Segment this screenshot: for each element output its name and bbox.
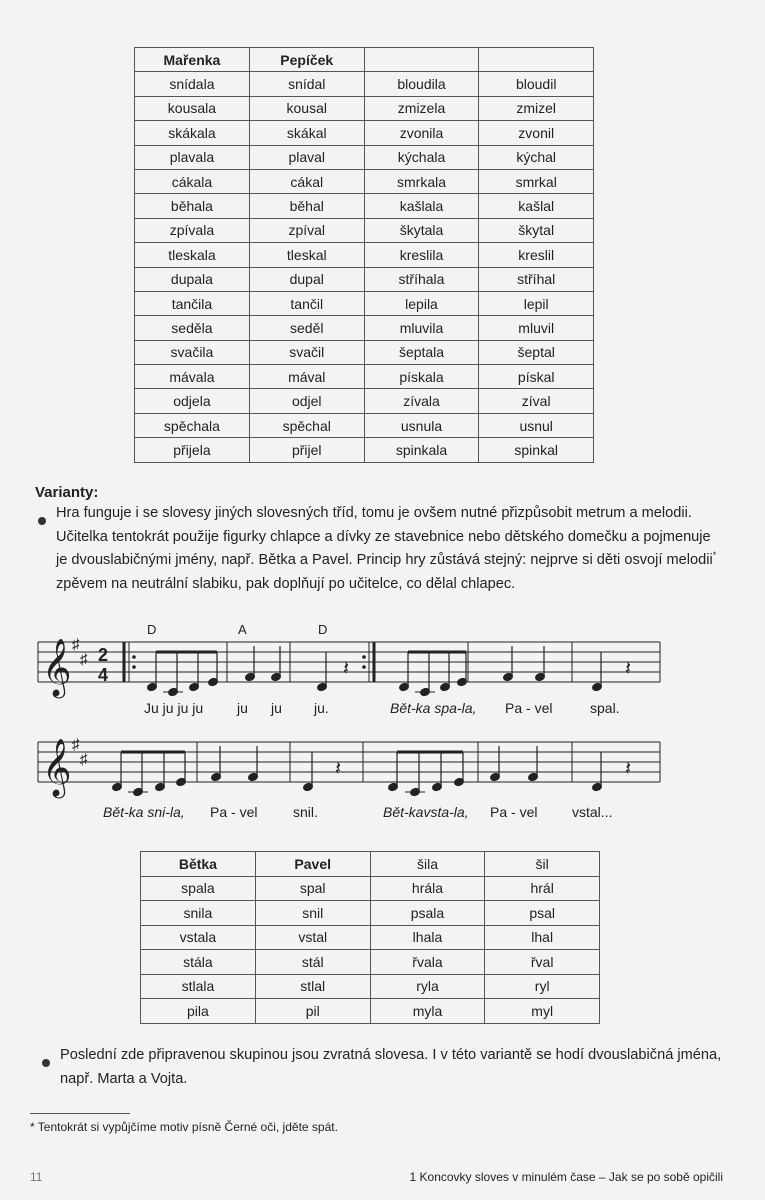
table-cell: běhala	[135, 194, 250, 218]
paragraph-line: je dvouslabičnými jmény, např. Bětka a Pavel. Princip hry zůstává stejný: nejprve si děti osvojí melodii*	[56, 550, 717, 568]
table-cell: snil	[255, 901, 370, 926]
table-cell: kýchal	[479, 145, 594, 169]
table-cell: plavala	[135, 145, 250, 169]
paragraph-line: Poslední zde připravenou skupinou jsou zvratná slovesa. I v této variantě se hodí dvouslabičná jména,	[60, 1047, 722, 1063]
table-cell: mluvil	[479, 316, 594, 340]
table-cell: usnul	[479, 413, 594, 437]
table-cell: cákala	[135, 169, 250, 193]
verb-table-2	[140, 851, 600, 1024]
lyric: snil.	[293, 804, 318, 820]
table-cell: přijela	[135, 438, 250, 462]
table-header-cell: šil	[485, 852, 600, 877]
table-cell: stříhal	[479, 267, 594, 291]
table-cell: spala	[141, 876, 256, 901]
table-cell: skákala	[135, 121, 250, 145]
table-cell: odjel	[249, 389, 364, 413]
table-cell: svačila	[135, 340, 250, 364]
table-cell: zmizel	[479, 96, 594, 120]
table-cell: kousala	[135, 96, 250, 120]
table-cell: bloudila	[364, 72, 479, 96]
table-cell: spinkal	[479, 438, 594, 462]
table-cell: snila	[141, 901, 256, 926]
lyric: Pa - vel	[210, 804, 258, 820]
table-cell: lhal	[485, 925, 600, 950]
footnote-marker: *	[712, 550, 717, 561]
table-cell: spěchal	[249, 413, 364, 437]
table-cell: stlala	[141, 974, 256, 999]
table-cell: stříhala	[364, 267, 479, 291]
lyric: Bět-kavsta-la,	[383, 804, 469, 820]
table-cell: myl	[485, 999, 600, 1024]
table-cell: pil	[255, 999, 370, 1024]
footnote-divider	[30, 1113, 130, 1114]
table-cell: kreslil	[479, 243, 594, 267]
lyric: Pa - vel	[490, 804, 538, 820]
paragraph-line: Učitelka tentokrát použije figurky chlapce a dívky ze stavebnice nebo dětského domečku a pojmenuje	[56, 528, 711, 545]
table-row	[141, 876, 600, 901]
chord-symbol: D	[147, 622, 157, 637]
table-cell: tleskal	[249, 243, 364, 267]
table-cell: zpíval	[249, 218, 364, 242]
rest-icon: 𝄽	[625, 758, 632, 780]
reflexive-paragraph	[60, 1044, 721, 1091]
table-cell: odjela	[135, 389, 250, 413]
table-cell: kašlal	[479, 194, 594, 218]
table-cell: šeptala	[364, 340, 479, 364]
treble-clef-icon: 𝄞	[42, 639, 72, 695]
table-cell: myla	[370, 999, 485, 1024]
table-cell: hrál	[485, 876, 600, 901]
time-signature-bottom: 4	[97, 665, 109, 685]
table-cell: řval	[485, 950, 600, 975]
table-header-cell: Pavel	[255, 852, 370, 877]
table-row	[141, 974, 600, 999]
table-cell: přijel	[249, 438, 364, 462]
paragraph-line: např. Marta a Vojta.	[60, 1070, 188, 1087]
table-cell: šeptal	[479, 340, 594, 364]
time-signature-top: 2	[97, 645, 109, 665]
table-cell: vstala	[141, 925, 256, 950]
bullet-dot	[42, 1059, 50, 1067]
table-cell: plaval	[249, 145, 364, 169]
table-cell: běhal	[249, 194, 364, 218]
table-cell: stála	[141, 950, 256, 975]
lyric: ju	[237, 700, 248, 716]
table-cell: dupala	[135, 267, 250, 291]
table-cell: tleskala	[135, 243, 250, 267]
lyric: Bět-ka spa-la,	[390, 700, 477, 716]
table-cell: mávala	[135, 365, 250, 389]
table-cell: zvonila	[364, 121, 479, 145]
table-cell: ryl	[485, 974, 600, 999]
table-cell: smrkal	[479, 169, 594, 193]
table-cell: zíval	[479, 389, 594, 413]
sharp-icon: ♯	[72, 636, 80, 653]
table-cell: tančila	[135, 291, 250, 315]
table-row	[141, 925, 600, 950]
table-cell: snídala	[135, 72, 250, 96]
lyric: Bět-ka sni-la,	[103, 804, 185, 820]
paragraph-line: zpěvem na neutrální slabiku, pak doplňují po učitelce, co dělal chlapec.	[56, 575, 516, 592]
table-cell: kašlala	[364, 194, 479, 218]
table-cell: spal	[255, 876, 370, 901]
table-cell: psal	[485, 901, 600, 926]
table-cell: skákal	[249, 121, 364, 145]
table-cell: tančil	[249, 291, 364, 315]
table-cell: škytala	[364, 218, 479, 242]
rest-icon: 𝄽	[335, 758, 342, 780]
lyric: spal.	[590, 700, 620, 716]
table-header-cell: Bětka	[141, 852, 256, 877]
table-cell: zmizela	[364, 96, 479, 120]
table-cell: pila	[141, 999, 256, 1024]
rest-icon: 𝄽	[625, 658, 632, 680]
table-cell: zpívala	[135, 218, 250, 242]
table-cell: mluvila	[364, 316, 479, 340]
running-head: 1 Koncovky sloves v minulém čase – Jak se po sobě opičili	[409, 1170, 723, 1184]
table-cell: kýchala	[364, 145, 479, 169]
table-cell: ryla	[370, 974, 485, 999]
table-cell: zvonil	[479, 121, 594, 145]
paragraph-line: Hra funguje i se slovesy jiných slovesných tříd, tomu je ovšem nutné přizpůsobit metrum a melodii.	[56, 505, 692, 521]
lyric: Ju ju ju ju	[144, 700, 204, 716]
table-cell: smrkala	[364, 169, 479, 193]
table-cell: usnula	[364, 413, 479, 437]
table-header-cell: šila	[370, 852, 485, 877]
chord-symbol: D	[318, 622, 328, 637]
table-row	[141, 901, 600, 926]
table-cell: řvala	[370, 950, 485, 975]
table-cell: pískal	[479, 365, 594, 389]
table-cell: lepila	[364, 291, 479, 315]
table-cell: svačil	[249, 340, 364, 364]
table-cell: škytal	[479, 218, 594, 242]
table-cell: seděl	[249, 316, 364, 340]
table-header-row	[141, 852, 600, 877]
table-cell: spinkala	[364, 438, 479, 462]
table-cell: bloudil	[479, 72, 594, 96]
table-cell: kousal	[249, 96, 364, 120]
table-cell: mával	[249, 365, 364, 389]
table-header-cell: Pepíček	[249, 48, 364, 72]
sharp-icon: ♯	[80, 751, 88, 768]
sharp-icon: ♯	[72, 736, 80, 753]
chord-symbol: A	[238, 622, 247, 637]
lyric: vstal...	[572, 804, 613, 820]
table-cell: seděla	[135, 316, 250, 340]
table-row	[141, 950, 600, 975]
page-number: 11	[30, 1170, 43, 1184]
table-cell: spěchala	[135, 413, 250, 437]
sharp-icon: ♯	[80, 651, 88, 668]
lyric: Pa - vel	[505, 700, 553, 716]
table-cell: hrála	[370, 876, 485, 901]
table-header-cell: Mařenka	[135, 48, 250, 72]
footnote: * Tentokrát si vypůjčíme motiv písně Černé oči, jděte spát.	[30, 1120, 338, 1134]
table-row	[141, 999, 600, 1024]
table-cell: psala	[370, 901, 485, 926]
table-cell: stál	[255, 950, 370, 975]
treble-clef-icon: 𝄞	[42, 739, 72, 795]
table-cell: dupal	[249, 267, 364, 291]
lyric: ju	[271, 700, 282, 716]
table-cell: zívala	[364, 389, 479, 413]
table-cell: lhala	[370, 925, 485, 950]
table-cell: pískala	[364, 365, 479, 389]
table-cell: snídal	[249, 72, 364, 96]
table-cell: lepil	[479, 291, 594, 315]
table-cell: stlal	[255, 974, 370, 999]
lyric: ju.	[314, 700, 329, 716]
table-cell: vstal	[255, 925, 370, 950]
table-cell: kreslila	[364, 243, 479, 267]
rest-icon: 𝄽	[343, 658, 350, 680]
varianty-heading: Varianty:	[35, 484, 99, 501]
table-cell: cákal	[249, 169, 364, 193]
